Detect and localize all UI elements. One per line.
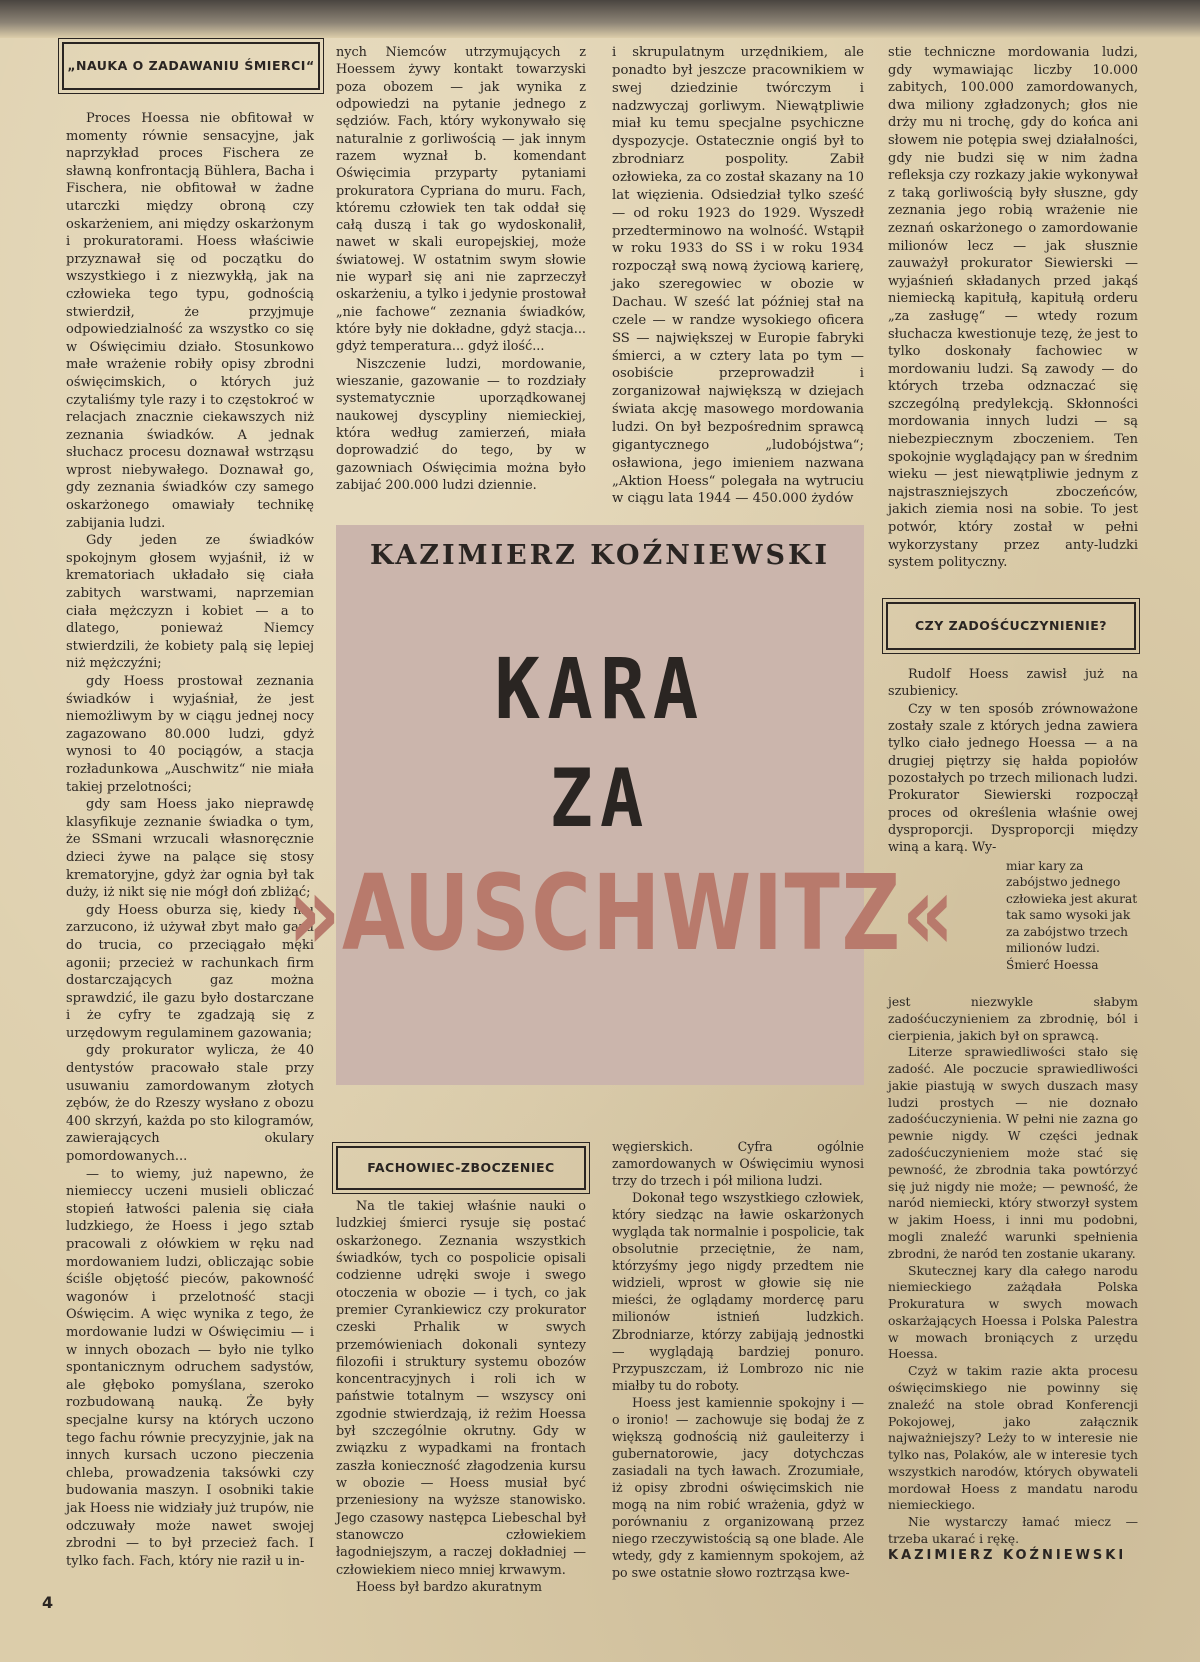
paragraph: stie techniczne mordowania ludzi, gdy wymawiając liczby 10.000 zabitych, 100.000 zamordowanych, dwa miliony zgładzonych; głos nie drży mu ni trochę, gdy do końca ani słowem nie potępia swej działalności, gdy nie budzi się w nim żadna refleksja czy rozkazy jakie wykonywał z taką gorliwością były słuszne, gdy zeznania jego robią wrażenie nie zeznań oskarżonego o zamordowanie milionów lecz — jak słusznie zauważył prokurator Siewierski — wyjaśnień składanych przed jakąś niemiecką kapitułą, kapitułą orderu „za zasługę“ — wtedy rozum słuchacza kwestionuje tezę, że jest to tylko doskonały fachowiec w mordowaniu ludzi. Są zawody — do których trzeba odznaczać się szczególną predylekcją. Skłonności mordowania innych ludzi — są niebezpiecznym zboczeniem. Ten spokojnie wyglądający pan w średnim wieku — jest niewątpliwie jednym z najstraszniejszych zboczeńców, jakich ziemia nosi na sobie. To jest potwór, który został w pełni wykorzystany przez anty-ludzki system polityczny. [888, 45, 1138, 571]
paragraph: Rudolf Hoess zawisł już na szubienicy. [888, 667, 1138, 700]
paragraph: Dokonał tego wszystkiego człowiek, który siedząc na ławie oskarżonych wygląda tak normalnie i pospolicie, tak obsolutnie przeciętnie, że nam, którzyśmy jego nigdy przedtem nie widzieli, wprost w głowie się nie mieści, że oglądamy mordercę paru milionów istnień ludzkich. Zbrodniarze, którzy zabijają jednostki — wyglądają bardziej ponuro. Przypuszczam, iż Lombrozo nic nie miałby tu do roboty. [612, 1190, 864, 1393]
scan-top-edge [0, 0, 1200, 38]
paragraph: Niszczenie ludzi, mordowanie, wieszanie, gazowanie — to rozdziały systematycznie uporządkowanej naukowej dyscypliny niemieckiej, która według zamierzeń, miała doprowadzić do tego, by w gazowniach Oświęcimia można było zabijać 200.000 ludzi dziennie. [336, 356, 586, 493]
paragraph: Na tle takiej właśnie nauki o ludzkiej śmierci rysuje się postać oskarżonego. Zeznania wszystkich świadków, tych co pospolicie opisali codzienne udręki swoje i swego otoczenia w obozie — i tych, co jak premier Cyrankiewicz czy prokurator czeski Prhalik w swych przemówieniach dokonali syntezy filozofii i struktury systemu obozów koncentracyjnych i roli ich w państwie totalnym — wszyscy oni zgodnie stwierdzają, iż reżim Hoessa był szczególnie okrutny. Gdy w związku z wypadkami na frontach zaszła konieczność złagodzenia kursu w obozie — Hoess musiał być przeniesiony na wyższe stanowisko. Jego czasowy następca Liebeschal był stanowczo człowiekiem łagodniejszym, a raczej dokładniej — człowiekiem nieco mniej krwawym. [336, 1199, 586, 1578]
paragraph: węgierskich. Cyfra ogólnie zamordowanych w Oświęcimiu wynosi trzy do trzech i pół miliona ludzi. [612, 1139, 864, 1189]
paragraph: Gdy jeden ze świadków spokojnym głosem wyjaśnił, iż w krematoriach układało się ciała zabitych warstwami, naprzemian ciała mężczyzn i kobiet — a to dlatego, ponieważ Niemcy stwierdzili, że kobiety palą się lepiej niż mężczyźni; [66, 533, 314, 672]
column-4-a [888, 666, 1138, 856]
paragraph: Skutecznej kary dla całego narodu niemieckiego zażądała Polska Prokuratura w swych mowach oskarżających Hoessa i Polska Palestra w mowach broniących z urzędu Hoessa. [888, 1262, 1138, 1362]
column-3-bottom [612, 1138, 864, 1598]
paragraph: — to wiemy, już napewno, że niemieccy uczeni musieli obliczać stopień łatwości palenia się ciała ludzkiego, że Hoess i jego sztab pracowali z ołówkiem w ręku nad mordowaniem ludzi, obliczając sobie ściśle objętość pieców, pakowność wagonów i przelotność stacji Oświęcim. A więc wynika z tego, że mordowanie ludzi w Oświęcimiu — i w innych obozach — było nie tylko spontanicznym odruchem sadystów, ale głęboko pomyślana, szeroko rozbudowaną nauką. Że były specjalne kursy na których uczono tego fachu równie precyzyjnie, jak na innych kursach uczono pieczenia chleba, prowadzenia taksówki czy budowania maszyn. I osobniki takie jak Hoess nie widziały już trupów, nie odczuwały może nawet swojej zbrodni — to był przecież fach. I tylko fach. Fach, który nie raził u in- [66, 1166, 314, 1569]
paragraph: Proces Hoessa nie obfitował w momenty równie sensacyjne, jak naprzykład proces Fischera ze sławną konfrontacją Bühlera, Bacha i Fischera, nie obfitował w żadne utarczki między obroną czy oskarżeniem, ani między oskarżonym i prokuratorami. Hoess właściwie przyznawał się od początku do wszystkiego i z niezwykłą, jak na człowieka tego typu, godnością stwierdził, że przyjmuje odpowiedzialność za wszystko co się w Oświęcimiu działo. Stosunkowo małe wrażenie robiły opisy zbrodni oświęcimskich, o których już czytaliśmy tyle razy i to częstokroć w relacjach znacznie ciekawszych niż zeznania świadków. A jednak słuchacz procesu doznawał wstrząsu wprost niebywałego. Doznawał go, gdy zeznania świadków czy samego oskarżonego omawiały technikę zabijania ludzi. [66, 111, 314, 531]
column-2-top [336, 44, 586, 514]
column-3-top [612, 44, 864, 514]
paragraph: gdy Hoess oburza się, kiedy mu zarzucono, iż używał zbyt mało gazu do trucia, co przeciągało męki agonii; przecież w rachunkach firm dostarczających gaz można sprawdzić, ile gazu było dostarczane i że cyfry te zgadzają się z urzędowym regulaminem gazowania; [66, 902, 314, 1041]
paragraph: gdy Hoess prostował zeznania świadków i wyjaśniał, że jest niemożliwym by w ciągu jednej nocy zagazowano 80.000 ludzi, gdyż wynosi to 40 pociągów, a stacja rozładunkowa „Auschwitz“ nie miała takiej przelotności; [66, 674, 314, 795]
paragraph: Hoess jest kamiennie spokojny i — o ironio! — zachowuje się bodaj że z większą godnością niż gauleiterzy i gubernatorowie, jacy dotychczas zasiadali na tych ławach. Zrozumiałe, iż opisy zbrodni oświęcimskich nie mogą na nim robić wrażenia, gdyż w porównaniu z organizowaną przez niego rzeczywistością są one blade. Ale wtedy, gdy z kamiennym spokojem, aż po swe ostatnie słowo roztrząsa kwe- [612, 1394, 864, 1581]
column-4-top [888, 44, 1138, 574]
paragraph: Czy w ten sposób zrównoważone zostały szale z których jedna zawiera tylko ciało jednego Hoessa — a na drugiej piętrzy się hałda popiołów pozostałych po trzech milionach ludzi. Prokurator Siewierski rozpoczął proces od określenia właśnie owej dysproporcji. Dysproporcji między winą a karą. Wy- [888, 701, 1138, 856]
heading-nauka-text: „NAUKA O ZADAWANIU ŚMIERCI“ [67, 58, 315, 73]
paragraph: jest niezwykle słabym zadośćuczynieniem za zbrodnię, ból i cierpienia, jakich był on sprawcą. [888, 994, 1138, 1043]
paragraph: gdy prokurator wylicza, że 40 dentystów pracowało stale przy usuwaniu zamordowanym złotych zębów, że do Rzeszy wysłano z obozu 400 skrzyń, każda po sto kilogramów, zawierających okulary pomordowanych... [66, 1043, 314, 1165]
column-1 [66, 110, 314, 1590]
author-name: KAZIMIERZ KOŹNIEWSKI [369, 540, 831, 571]
heading-zadosc-text: CZY ZADOŚĆUCZYNIENIE? [914, 618, 1108, 633]
column-4-c [888, 994, 1138, 1564]
paragraph: Literze sprawiedliwości stało się zadość. Ale poczucie sprawiedliwości jakie piastują w swych duszach masy ludzi prostych — nie doznało zadośćuczynienia. W pełni nie zazna go pewnie nigdy. W części jednak zadośćuczynieniem może stać się pewność, że zbrodnia taka powtórzyć się już nigdy nie może; — pewność, że naród niemiecki, który stworzył system w jakim Hoess, i inni mu podobni, mogli znaleźć warunki spełnienia zbrodni, że naród ten zostanie ukarany. [888, 1044, 1138, 1261]
signature: KAZIMIERZ KOŹNIEWSKI [888, 1547, 1127, 1563]
paragraph: Nie wystarczy łamać miecz — trzeba ukarać i rękę. [888, 1514, 1138, 1546]
paragraph: nych Niemców utrzymujących z Hoessem żywy kontakt towarzyski poza obozem — jak wynika z odpowiedzi na pytanie jednego z sędziów. Fach, który wykonywało się naturalnie z gorliwością — jak innym razem wyznał b. komendant Oświęcimia przyparty pytaniami prokuratora Cypriana do muru. Fach, któremu człowiek ten tak oddał się całą duszą i tak go wydoskonalił, nawet w skali europejskiej, może światowej. W ostatnim swym słowie nie wyparł się ani nie zaprzeczył oskarżeniu, a tylko i jedynie prostował „nie fachowe“ zeznania świadków, które były nie dokładne, gdyż stacja... gdyż temperatura... gdyż ilość... [336, 45, 586, 355]
heading-fachowiec-text: FACHOWIEC-ZBOCZENIEC [367, 1160, 555, 1175]
paragraph: i skrupulatnym urzędnikiem, ale ponadto był jeszcze pracownikiem w swej dziedzinie twórczym i nadzwyczaj gorliwym. Niewątpliwie miał ku temu specjalne psychiczne dyspozycje. Ostatecznie ongiś był to zbrodniarz pospolity. Zabił ozłowieka, za co został skazany na 10 lat więzienia. Odsiedział tylko sześć — od roku 1923 do 1929. Wyszedł przedterminowo na wolność. Wstąpił w roku 1933 do SS i w roku 1934 rozpoczął swą nową życiową karierę, jako szeregowiec w obozie w Dachau. W sześć lat później stał na czele — w randze wysokiego oficera SS — największej w Europie fabryki śmierci, a w cztery lata po tym — osobiście przeprowadził i zorganizował największą w dziejach świata akcję masowego mordowania ludzi. On był bezpośrednim sprawcą gigantycznego „ludobójstwa“; osławiona, jego imieniem nazwana „Aktion Hoess“ polegała na wytruciu w ciągu lata 1944 — 450.000 żydów [612, 45, 864, 507]
paragraph: miar kary za zabójstwo jednego człowieka jest akurat tak samo wysoki jak za zabójstwo trzech milionów ludzi. Śmierć Hoessa [1006, 859, 1138, 972]
title-za: ZA [549, 752, 651, 845]
column-2-bottom [336, 1198, 586, 1598]
paragraph: Hoess był bardzo akuratnym [356, 1579, 543, 1595]
paragraph: gdy sam Hoess jako nieprawdę klasyfikuje zeznanie świadka o tym, że SSmani wrzucali własnoręcznie dzieci żywe na palące się stosy krematoryjne, gdyż żar ognia był tak duży, iż nikt się nie mógł doń zbliżać; [66, 797, 314, 901]
page-number: 4 [42, 1593, 54, 1612]
title-kara: KARA [494, 640, 706, 738]
title-auschwitz: »AUSCHWITZ« [288, 852, 956, 974]
heading-fachowiec [336, 1146, 586, 1190]
paragraph: Czyż w takim razie akta procesu oświęcimskiego nie powinny się znaleźć na stole obrad Konferencji Pokojowej, jako załącznik najważniejszy? Leży to w interesie nie tylko nas, Polaków, ale w interesie tych wszystkich narodów, których obywateli mordował Hoess z mandatu narodu niemieckiego. [888, 1363, 1138, 1513]
heading-nauka [62, 42, 320, 90]
heading-zadosc [886, 602, 1136, 650]
column-4-b [1006, 858, 1138, 988]
